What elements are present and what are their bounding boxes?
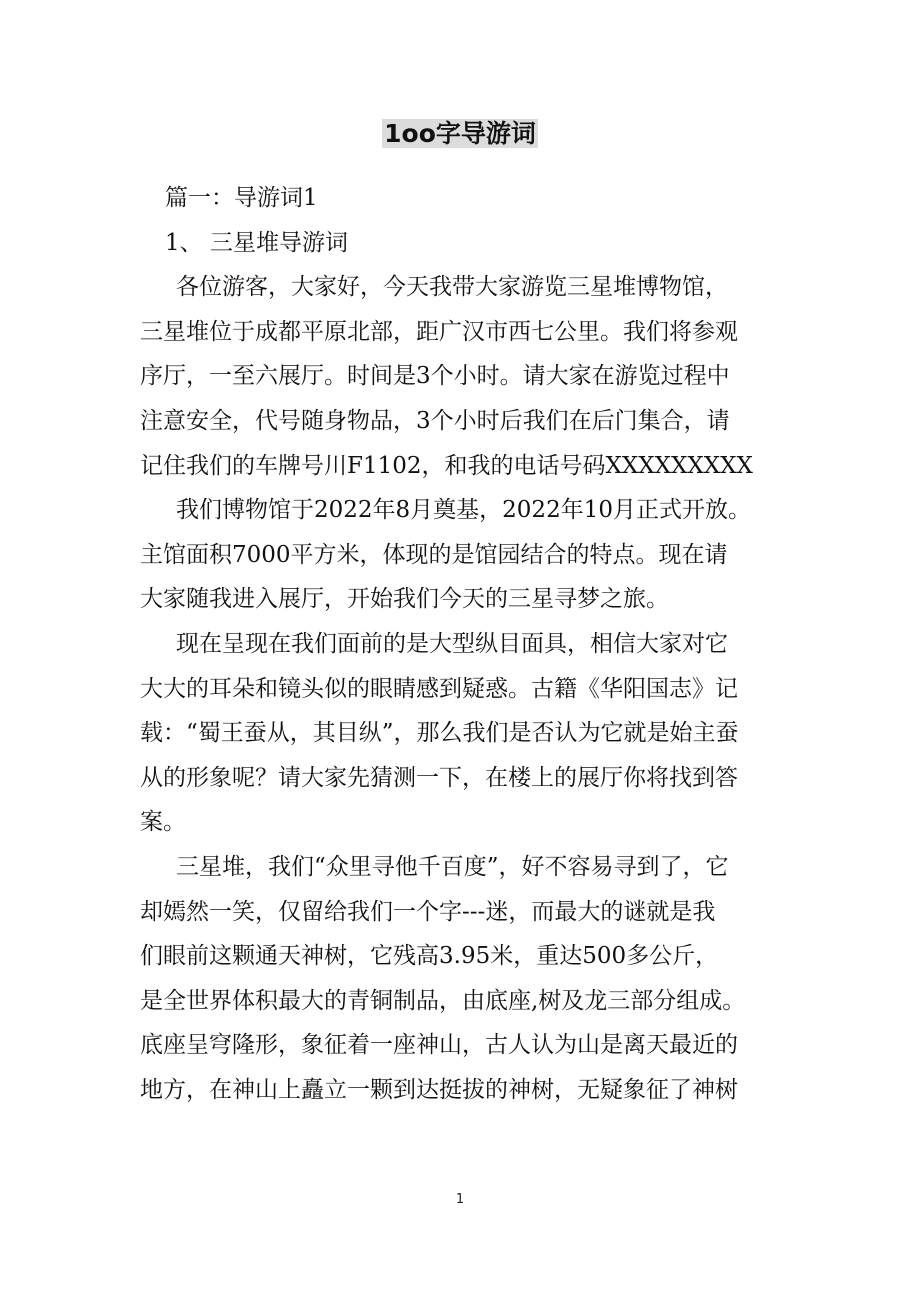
paragraph-line: 地方，在神山上矗立一颗到达挺拔的神树，无疑象征了神树: [140, 1076, 738, 1103]
subheading: 1、 三星堆导游词: [165, 229, 348, 256]
paragraph-line: 主馆面积7000平方米，体现的是馆园结合的特点。现在请: [140, 541, 728, 568]
paragraph-line: 案。: [140, 809, 186, 836]
paragraph-line: 底座呈穹隆形，象征着一座神山，古人认为山是离天最近的: [140, 1032, 738, 1059]
paragraph-line: 序厅，一至六展厅。时间是3个小时。请大家在游览过程中: [140, 363, 730, 390]
document-title-text: 1oo字导游词: [384, 119, 536, 148]
section-heading: 篇一：导游词1: [165, 185, 318, 211]
paragraph-line: 三星堆位于成都平原北部，距广汉市西七公里。我们将参观: [140, 318, 738, 345]
paragraph-1: [140, 265, 800, 488]
paragraph-line: 载：“蜀王蚕从，其目纵”，那么我们是否认为它就是始主蚕: [140, 720, 739, 747]
paragraph-3: [140, 622, 800, 845]
paragraph-4: [140, 845, 800, 1113]
paragraph-line: 记住我们的车牌号川F1102，和我的电话号码XXXXXXXXX: [140, 452, 753, 479]
paragraph-line: 却嫣然一笑，仅留给我们一个字---迷，而最大的谜就是我: [140, 898, 716, 925]
paragraph-line: 各位游客，大家好，今天我带大家游览三星堆博物馆，: [176, 274, 728, 301]
document-title: [0, 116, 920, 152]
paragraph-2: [140, 488, 800, 622]
paragraph-line: 注意安全，代号随身物品，3个小时后我们在后门集合，请: [140, 407, 730, 434]
paragraph-line: 大大的耳朵和镜头似的眼睛感到疑惑。古籍《华阳国志》记: [140, 675, 738, 702]
paragraph-line: 从的形象呢？请大家先猜测一下，在楼上的展厅你将找到答: [140, 764, 738, 791]
paragraph-line: 我们博物馆于2022年8月奠基，2022年10月正式开放。: [176, 497, 751, 524]
page-number: 1: [455, 1192, 465, 1207]
paragraph-line: 现在呈现在我们面前的是大型纵目面具，相信大家对它: [176, 630, 728, 657]
paragraph-line: 大家随我进入展厅，开始我们今天的三星寻梦之旅。: [140, 586, 669, 613]
paragraph-line: 们眼前这颗通天神树，它残高3.95米，重达500多公斤，: [140, 943, 719, 970]
document-body: [140, 176, 800, 1112]
paragraph-line: 是全世界体积最大的青铜制品，由底座,树及龙三部分组成。: [140, 987, 746, 1014]
paragraph-line: 三星堆，我们“众里寻他千百度”，好不容易寻到了，它: [176, 853, 729, 880]
